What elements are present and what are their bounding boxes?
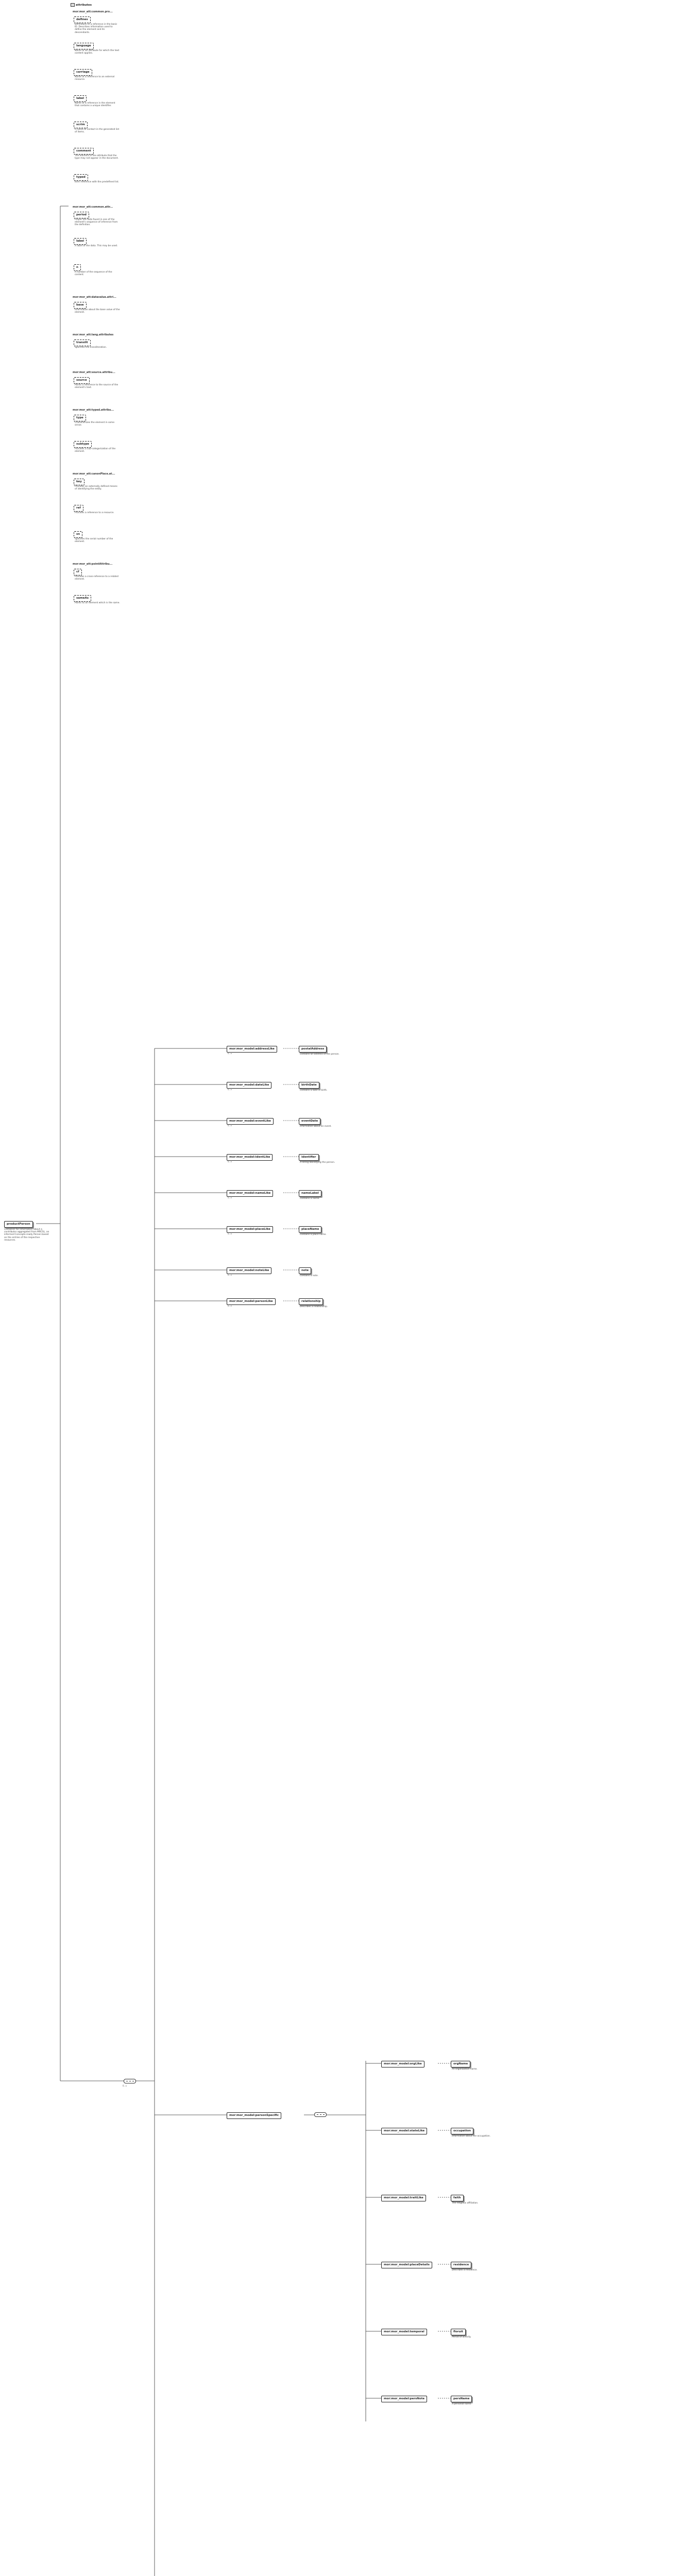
attributes-icon <box>71 3 75 7</box>
element-description: Describes a residence. <box>452 2269 478 2272</box>
group-eventLike[interactable]: mor:mor_model:eventLike <box>227 1118 274 1125</box>
attribute-description: Provides an externally defined means of identifying the entity. <box>75 485 117 491</box>
element-nameLabel[interactable]: nameLabel <box>299 1190 321 1197</box>
attribute-group-title[interactable]: mor:mor_att:canonPlace.at... <box>73 472 115 476</box>
attribute-n[interactable]: n <box>74 264 81 271</box>
subgroup-traitLike[interactable]: mor:mor_model:traitLike <box>381 2195 426 2201</box>
group-identLike[interactable]: mor:mor_model:identLike <box>227 1154 273 1161</box>
child-occurrence: 0..∞ <box>228 1274 232 1276</box>
element-description: An organization name. <box>452 2068 478 2071</box>
root-occurrence: 0..∞ <box>123 2084 127 2087</box>
attribute-group-title[interactable]: mor:mor_att:datavalue.attri... <box>73 296 116 299</box>
attribute-sameAs[interactable]: sameAs <box>74 595 91 602</box>
subgroup-stateLike[interactable]: mor:mor_model:stateLike <box>381 2128 427 2134</box>
attribute-group-title[interactable]: mor:mor_att:typed.attribu... <box>73 409 114 412</box>
attribute-language[interactable]: language <box>74 43 94 49</box>
attribute-description: Name of a reference in the element that contains a unique identifier. <box>75 102 115 108</box>
attribute-description: Provides a cross-reference to a related element. <box>75 575 118 581</box>
attribute-key[interactable]: key <box>74 479 84 485</box>
attribute-defines[interactable]: defines <box>74 16 91 23</box>
element-description: Describes a relationship. <box>300 1306 328 1308</box>
element-description: Contains an address of the person. <box>300 1053 339 1056</box>
attribute-carriage[interactable]: carriage <box>74 69 92 76</box>
attribute-description: Provides a sub-categorization of the element. <box>75 448 116 453</box>
child-occurrence: 0..∞ <box>228 1232 232 1235</box>
element-description: Information about the occupation. <box>452 2135 491 2138</box>
attribute-subtype[interactable]: subtype <box>74 441 92 448</box>
element-description: Contains a name. <box>300 1197 320 1200</box>
attribute-scrim[interactable]: scrim <box>74 122 88 128</box>
attribute-translit[interactable]: translit <box>74 340 91 346</box>
subgroup-persNote[interactable]: mor:mor_model:persNote <box>381 2396 427 2402</box>
element-description: Contains a note. <box>300 1275 319 1277</box>
root-element-productPerson[interactable]: productPerson <box>4 1221 33 1228</box>
root-element-description: Container for information about a contributor aggregated from MRCSL, an informed Concepts-ready Person based on the entries of the respective resources. <box>4 1228 49 1242</box>
element-floruit[interactable]: floruit <box>451 2329 466 2335</box>
group-nameLike[interactable]: mor:mor_model:nameLike <box>227 1190 273 1197</box>
attribute-description: Points to an element which is the same. <box>75 602 120 604</box>
attribute-description: Provides a reference to a resource. <box>75 512 114 514</box>
attribute-description: A label of the data. This may be used. <box>75 245 118 247</box>
element-note[interactable]: note <box>299 1267 311 1274</box>
element-persName[interactable]: persName <box>451 2396 472 2402</box>
attribute-description: Specifies the serial number of the element. <box>75 538 113 544</box>
element-description: Contains a place name. <box>300 1233 327 1236</box>
element-eventDate[interactable]: eventDate <box>299 1118 320 1125</box>
child-occurrence: 0..∞ <box>228 1052 232 1055</box>
group-personLike[interactable]: mor:mor_model:personLike <box>227 1298 276 1305</box>
element-identifier[interactable]: identifier <box>299 1154 319 1161</box>
attribute-sn[interactable]: sn <box>74 531 82 538</box>
child-occurrence: 0..∞ <box>228 1196 232 1199</box>
attribute-type[interactable]: type <box>74 415 86 421</box>
attribute-description: A number of the sequence of the content. <box>75 271 112 277</box>
group-placeLike[interactable]: mor:mor_model:placeLike <box>227 1226 273 1233</box>
element-residence[interactable]: residence <box>451 2262 471 2268</box>
attribute-description: Information about the base value of the element. <box>75 309 120 314</box>
attribute-period[interactable]: period <box>74 212 89 218</box>
attributes-header <box>71 3 92 7</box>
attribute-comment[interactable]: comment <box>74 148 94 155</box>
attribute-description: Definitions of a reference in the basic ID. Describes information used to define the element and its descendants. <box>75 23 117 34</box>
element-relationship[interactable]: relationship <box>299 1298 323 1305</box>
sequence-dot <box>323 2114 325 2115</box>
attribute-description: Points a reference to the source of the element's text. <box>75 384 118 389</box>
element-description: The religious affiliation. <box>452 2202 479 2205</box>
element-birthDate[interactable]: birthDate <box>299 1082 319 1089</box>
sequence-dot <box>317 2114 318 2115</box>
element-description: Contains a date of birth. <box>300 1089 328 1092</box>
attribute-group-title[interactable]: mor:mor_att:common.attr... <box>73 206 113 209</box>
attribute-description: Item reference with the predefined list. <box>75 181 120 183</box>
subgroup-orgLike[interactable]: mor:mor_model:orgLike <box>381 2061 424 2067</box>
attribute-source[interactable]: source <box>74 377 90 384</box>
attribute-description: Proper the data found in one of the element's sequence of inference from the definition. <box>75 218 118 227</box>
attribute-description: The element of the attribute that the type may not appear in the document. <box>75 155 119 160</box>
attribute-typed[interactable]: typed <box>74 174 88 181</box>
child-occurrence: 0..∞ <box>228 1304 232 1307</box>
root-sequence <box>124 2079 136 2083</box>
child-occurrence: 0..∞ <box>228 1160 232 1163</box>
subgroup-placeDetails[interactable]: mor:mor_model:placeDetails <box>381 2262 432 2268</box>
attribute-ref[interactable]: ref <box>74 505 83 512</box>
attribute-description: Name of a reference to an external resource. <box>75 76 115 81</box>
element-orgName[interactable]: orgName <box>451 2061 470 2067</box>
subgroup-temporal[interactable]: mor:mor_model:temporal <box>381 2329 427 2335</box>
specific-sequence <box>314 2112 327 2117</box>
attributes-label: attributes <box>76 4 92 7</box>
element-postalAddress[interactable]: postalAddress <box>299 1046 327 1053</box>
attribute-label[interactable]: label <box>74 95 87 102</box>
element-occupation[interactable]: occupation <box>451 2128 473 2134</box>
element-description: Information about an event. <box>300 1125 332 1128</box>
group-addressLike[interactable]: mor:mor_model:addressLike <box>227 1046 277 1053</box>
element-description: A string identifying the person. <box>300 1161 335 1164</box>
attribute-cf[interactable]: cf <box>74 569 82 575</box>
element-placeName[interactable]: placeName <box>299 1226 321 1233</box>
attribute-label[interactable]: label <box>74 238 87 245</box>
group-noteLike[interactable]: mor:mor_model:noteLike <box>227 1267 271 1274</box>
sequence-dot <box>320 2114 321 2115</box>
attribute-description: A name of contact in the generated list of items. <box>75 128 120 134</box>
child-occurrence: 0..∞ <box>228 1088 232 1091</box>
attribute-group-title[interactable]: mor:mor_att:common.pro... <box>73 10 113 13</box>
group-dateLike[interactable]: mor:mor_model:dateLike <box>227 1082 271 1089</box>
group-personSpecific[interactable]: mor:mor_model:personSpecific <box>227 2112 281 2119</box>
attribute-group-title[interactable]: mor:mor_att:pointAttribu... <box>73 563 113 566</box>
child-occurrence: 0..∞ <box>228 1124 232 1127</box>
attribute-description: Specifies the transliteration. <box>75 346 107 349</box>
attribute-base[interactable]: base <box>74 302 87 309</box>
element-description: A personal name. <box>452 2403 472 2405</box>
attribute-group-title[interactable]: mor:mor_att:lang.attributes <box>73 333 114 336</box>
attribute-description: Characterizes the element in some sense. <box>75 421 115 427</box>
element-faith[interactable]: faith <box>451 2195 464 2201</box>
attribute-description: Name of an attribute for which the text content applies. <box>75 49 120 55</box>
element-description: Period of activity. <box>452 2336 471 2338</box>
attribute-group-title[interactable]: mor:mor_att:source.attribu... <box>73 371 115 374</box>
